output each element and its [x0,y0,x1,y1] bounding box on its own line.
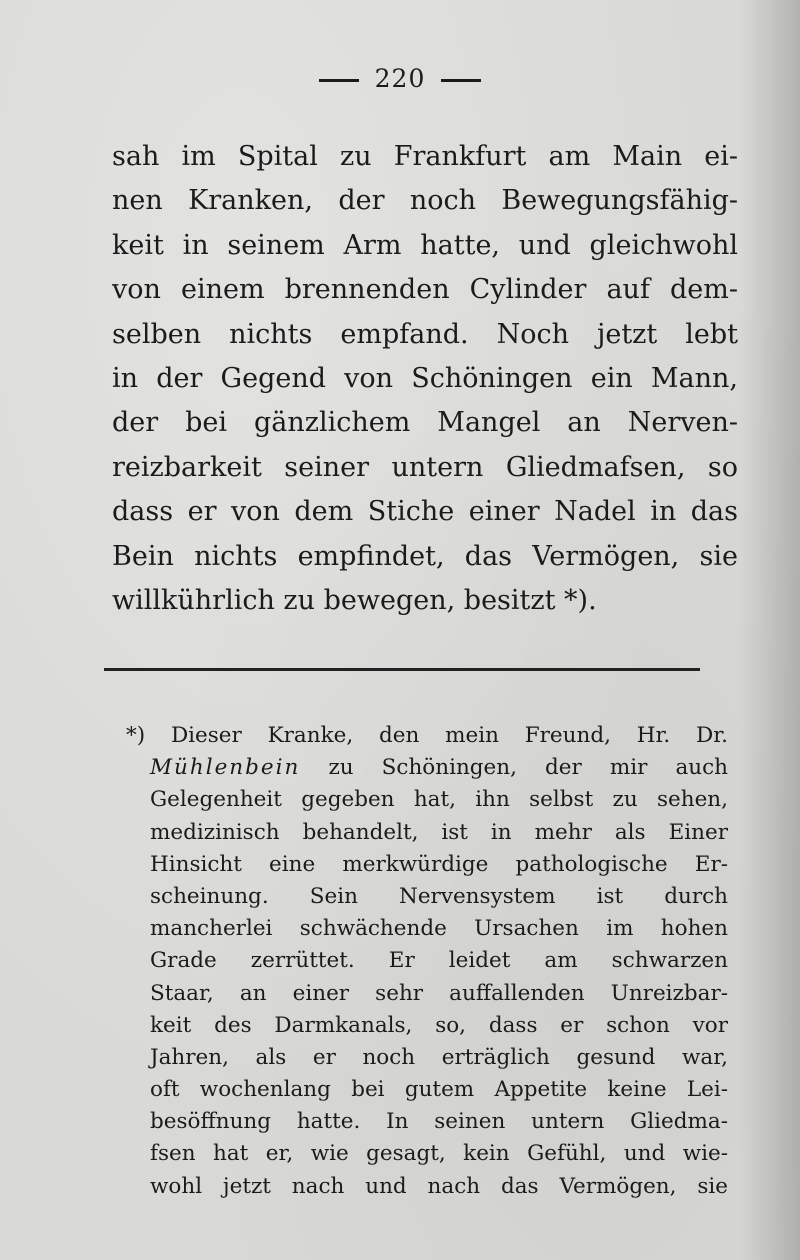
footnote-line-text: Dieser Kranke, den mein Freund, Hr. Dr. [170,723,728,748]
footnote-line: fsen hat er, wie gesagt, kein Gefühl, und wie- [150,1141,728,1167]
header-dash-right [441,79,481,82]
text-line: selben nichts empfand. Noch jetzt lebt [112,318,738,350]
footnote-line: besöffnung hatte. In seinen untern Gliedma- [150,1109,728,1135]
footnote-marker: *) [126,723,146,748]
footnote [126,720,728,1203]
footnote-line [126,752,728,784]
footnote-line [126,720,728,752]
footnote-line: Gelegenheit gegeben hat, ihn selbst zu sehen, [150,787,728,813]
main-text [112,135,738,623]
text-line: sah im Spital zu Frankfurt am Main ei- [112,141,738,172]
footnote-line: scheinung. Sein Nervensystem ist durch [150,883,728,909]
footnote-line: Hinsicht eine merkwürdige pathologische Er- [150,851,728,877]
page-header [0,64,800,93]
text-line: Bein nichts empfindet, das Vermögen, sie [112,540,738,572]
footnote-line-text: zu Schöningen, der mir auch [328,755,728,781]
person-name: Mühlenbein [150,755,301,781]
footnote-line: Grade zerrüttet. Er leidet am schwarzen [150,948,728,974]
text-line: von einem brennenden Cylinder auf dem- [112,274,738,306]
header-dash-left [319,79,359,82]
text-line: der bei gänzlichem Mangel an Nerven- [112,407,738,439]
text-line: keit in seinem Arm hatte, und gleichwohl [112,229,738,261]
page-number: 220 [374,64,426,93]
footnote-separator [104,668,700,671]
page-edge-shadow [740,0,800,1260]
text-line: reizbarkeit seiner untern Gliedmafsen, so [112,451,738,483]
footnote-line: keit des Darmkanals, so, dass er schon vor [150,1012,728,1038]
footnote-line: Jahren, als er noch erträglich gesund war, [150,1044,728,1070]
text-line: nen Kranken, der noch Bewegungsfähig- [112,185,738,217]
footnote-line: oft wochenlang bei gutem Appetite keine Lei- [150,1077,728,1103]
text-line: dass er von dem Stiche einer Nadel in das [112,496,738,528]
text-line: willkührlich zu bewegen, besitzt *). [112,584,597,616]
footnote-line: Staar, an einer sehr auffallenden Unreizbar- [150,980,728,1006]
text-line: in der Gegend von Schöningen ein Mann, [112,362,738,394]
footnote-line: medizinisch behandelt, ist in mehr als Einer [150,819,728,845]
footnote-line: wohl jetzt nach und nach das Vermögen, sie [150,1173,728,1199]
footnote-line: mancherlei schwächende Ursachen im hohen [150,916,728,942]
